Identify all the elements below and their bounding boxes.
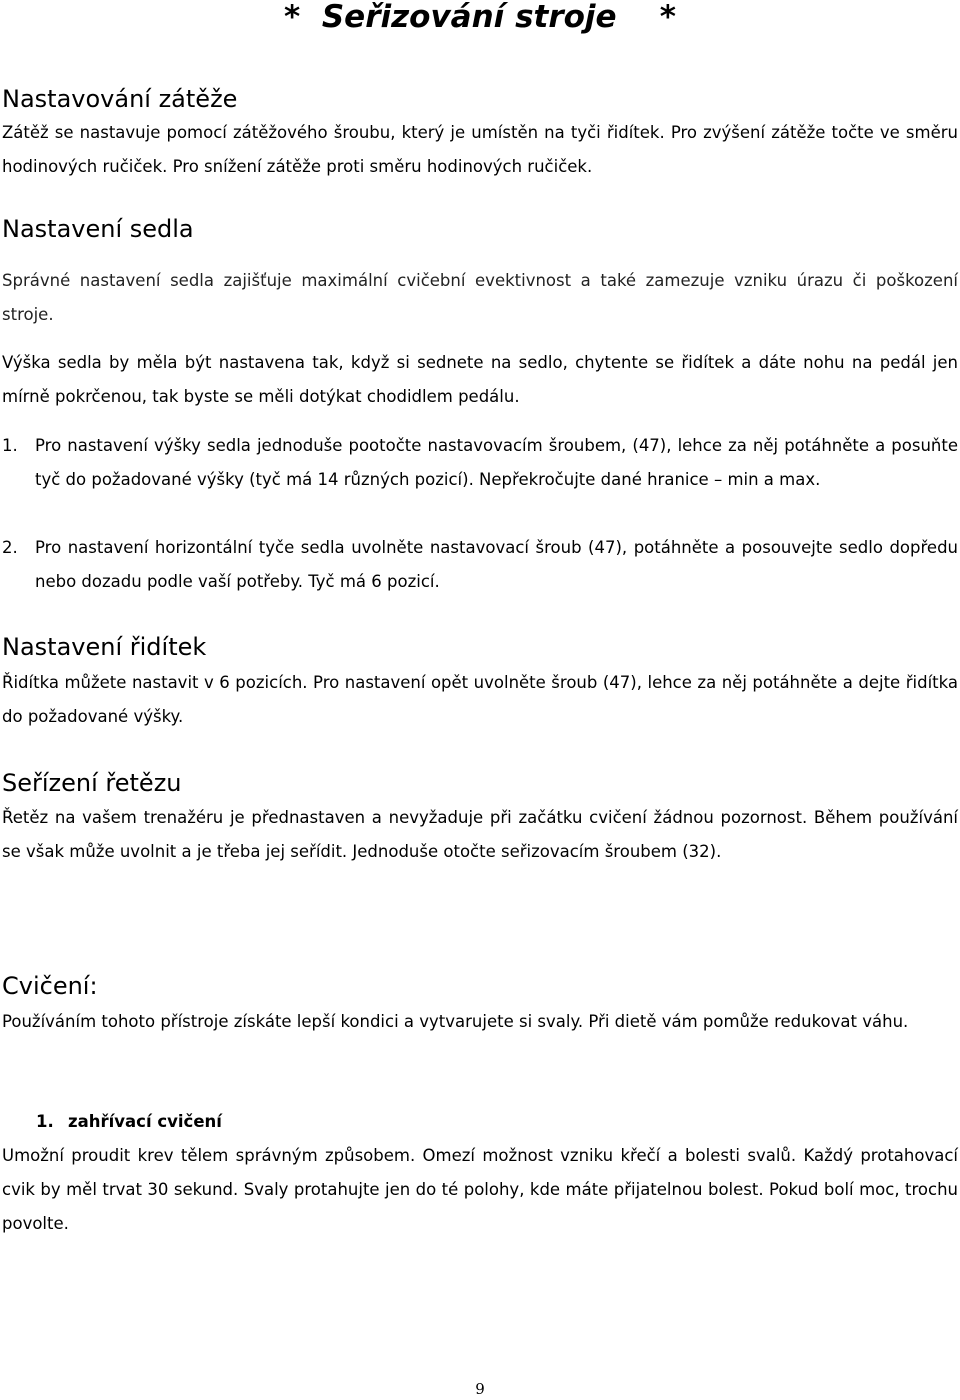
paragraph-seat-height: Výška sedla by měla být nastavena tak, když si sednete na sedlo, chytente se řidítek a dáte nohu na pedál jen mírně pokrčenou, tak byste se měli dotýkat chodidlem pedálu. xyxy=(2,353,958,406)
list-item-text: Pro nastavení horizontální tyče sedla uvolněte nastavovací šroub (47), potáhněte a posouvejte sedlo dopředu nebo dozadu podle vaší potřeby. Tyč má 6 pozicí. xyxy=(35,538,958,591)
subheading-number: 1. xyxy=(36,1112,54,1131)
page-title: * Seřizování stroje * xyxy=(284,0,676,35)
heading-seat-adjustment: Nastavení sedla xyxy=(2,215,194,243)
subheading-warmup xyxy=(36,1110,222,1134)
heading-chain-adjustment: Seřízení řetězu xyxy=(2,769,182,797)
paragraph-handlebar-adjustment: Řidítka můžete nastavit v 6 pozicích. Pro nastavení opět uvolněte šroub (47), lehce za něj potáhněte a dejte řidítka do požadované výšky. xyxy=(2,673,958,726)
list-item-number: 2. xyxy=(2,538,18,557)
list-item-seat-height xyxy=(2,429,958,497)
list-item-text: Pro nastavení výšky sedla jednoduše pootočte nastavovacím šroubem, (47), lehce za něj potáhněte a posuňte tyč do požadované výšky (tyč má 14 různých pozicí). Nepřekročujte dané hranice – min a max. xyxy=(35,436,958,489)
heading-handlebar-adjustment: Nastavení řidítek xyxy=(2,633,207,661)
paragraph-seat-intro: Správné nastavení sedla zajišťuje maximální cvičební evektivnost a také zamezuje vzniku úrazu či poškození stroje. xyxy=(2,271,958,324)
paragraph-exercise: Používáním tohoto přístroje získáte lepší kondici a vytvarujete si svaly. Při dietě vám pomůže redukovat váhu. xyxy=(2,1012,909,1031)
heading-load-adjustment: Nastavování zátěže xyxy=(2,85,238,113)
paragraph-warmup: Umožní proudit krev tělem správným způsobem. Omezí možnost vzniku křečí a bolesti svalů. Každý protahovací cvik by měl trvat 30 sekund. Svaly protahujte jen do té polohy, kde máte přijatelnou bolest. Pokud bolí moc, trochu povolte. xyxy=(2,1146,958,1233)
subheading-text: zahřívací cvičení xyxy=(68,1112,222,1131)
list-item-seat-horizontal xyxy=(2,531,958,599)
list-item-number: 1. xyxy=(2,436,18,455)
paragraph-load-adjustment: Zátěž se nastavuje pomocí zátěžového šroubu, který je umístěn na tyči řidítek. Pro zvýšení zátěže točte ve směru hodinových ručiček. Pro snížení zátěže proti směru hodinových ručiček. xyxy=(2,123,958,176)
heading-exercise: Cvičení: xyxy=(2,972,98,1000)
page-number: 9 xyxy=(475,1380,485,1398)
paragraph-chain-adjustment: Řetěz na vašem trenažéru je přednastaven a nevyžaduje při začátku cvičení žádnou pozornost. Během používání se však může uvolnit a je třeba jej seřídit. Jednoduše otočte seřizovacím šroubem (32). xyxy=(2,808,958,861)
